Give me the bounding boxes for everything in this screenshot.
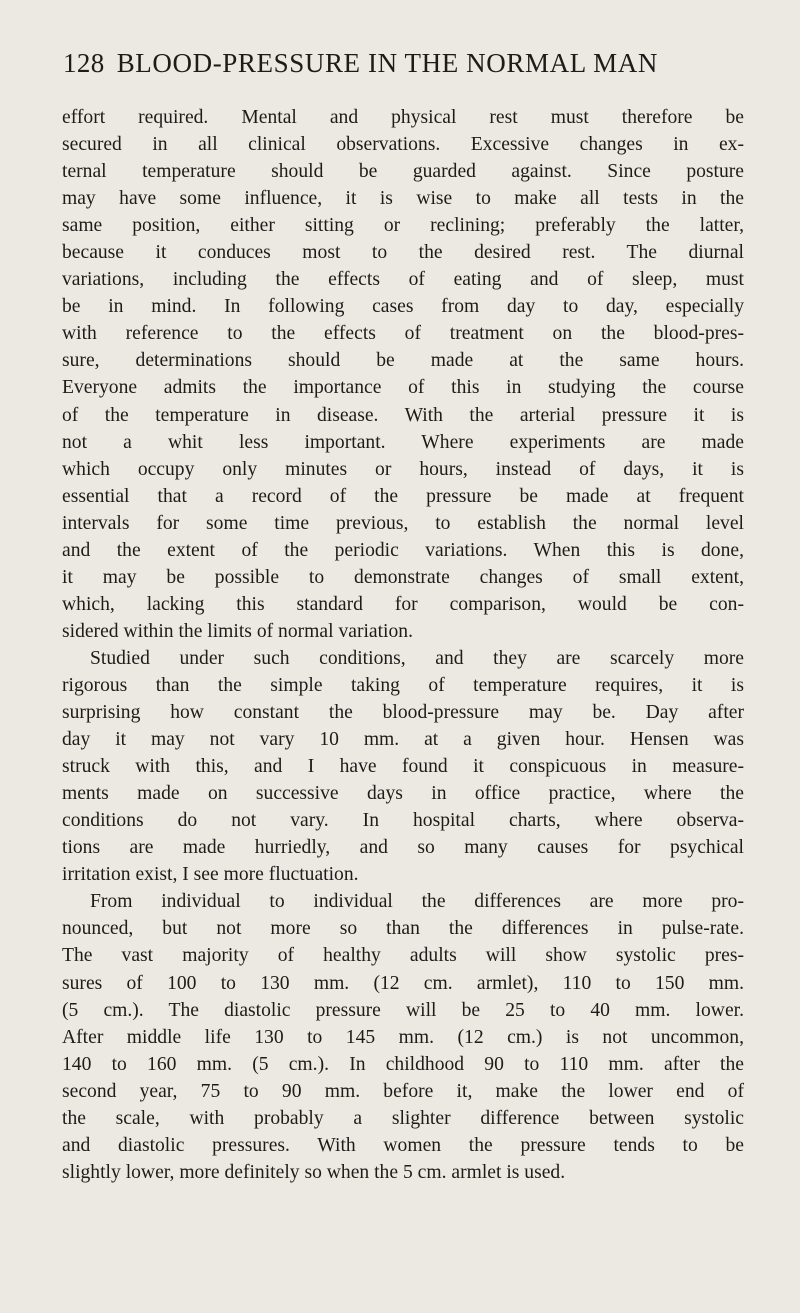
text-line: effort required. Mental and physical rest must therefore be: [62, 107, 744, 128]
text-line: sures of 100 to 130 mm. (12 cm. armlet), 110 to 150 mm.: [62, 972, 744, 994]
text-line: secured in all clinical observations. Excessive changes in ex-: [62, 134, 744, 156]
text-line: the scale, with probably a slighter difference between systolic: [62, 1107, 744, 1129]
text-line: of the temperature in disease. With the arterial pressure it is: [62, 404, 744, 426]
text-line: From individual to individual the differences are more pro-: [90, 891, 744, 913]
paragraph-1: [62, 104, 744, 645]
text-line: irritation exist, I see more fluctuation.: [62, 864, 359, 886]
text-line: same position, either sitting or reclining; preferably the latter,: [62, 215, 744, 237]
text-line: sidered within the limits of normal variation.: [62, 620, 413, 642]
text-line: variations, including the effects of eating and of sleep, must: [62, 269, 744, 291]
page-number: 128: [63, 48, 105, 78]
text-line: (5 cm.). The diastolic pressure will be 25 to 40 mm. lower.: [62, 999, 744, 1021]
text-line: ments made on successive days in office practice, where the: [62, 783, 744, 805]
running-head: BLOOD-PRESSURE IN THE NORMAL MAN: [116, 48, 658, 78]
text-line: sure, determinations should be made at the same hours.: [62, 350, 744, 372]
text-line: nounced, but not more so than the differences in pulse-rate.: [62, 918, 744, 940]
text-line: conditions do not vary. In hospital charts, where observa-: [62, 810, 744, 832]
text-line: rigorous than the simple taking of temperature requires, it is: [62, 674, 744, 696]
paragraph-3: [62, 888, 744, 1186]
text-line: intervals for some time previous, to establish the normal level: [62, 512, 744, 534]
text-line: which occupy only minutes or hours, instead of days, it is: [62, 458, 744, 480]
text-line: tions are made hurriedly, and so many causes for psychical: [62, 837, 744, 859]
text-line: not a whit less important. Where experiments are made: [62, 431, 744, 453]
text-line: be in mind. In following cases from day to day, especially: [62, 296, 744, 318]
text-line: struck with this, and I have found it conspicuous in measure-: [62, 756, 744, 778]
text-line: day it may not vary 10 mm. at a given hour. Hensen was: [62, 729, 744, 751]
text-line: and diastolic pressures. With women the pressure tends to be: [62, 1134, 744, 1156]
text-line: which, lacking this standard for comparison, would be con-: [62, 593, 744, 615]
text-line: surprising how constant the blood-pressure may be. Day after: [62, 702, 744, 724]
text-line: with reference to the effects of treatment on the blood-pres-: [62, 323, 744, 345]
text-line: 140 to 160 mm. (5 cm.). In childhood 90 to 110 mm. after the: [62, 1053, 744, 1075]
paragraph-2: [62, 645, 744, 888]
text-line: ternal temperature should be guarded against. Since posture: [62, 161, 744, 183]
text-line: it may be possible to demonstrate changes of small extent,: [62, 566, 744, 588]
text-line: essential that a record of the pressure be made at frequent: [62, 485, 744, 507]
text-line: second year, 75 to 90 mm. before it, make the lower end of: [62, 1080, 744, 1102]
body-text: [62, 104, 744, 1186]
page-header: [63, 48, 743, 88]
text-line: The vast majority of healthy adults will show systolic pres-: [62, 945, 744, 967]
text-line: slightly lower, more definitely so when the 5 cm. armlet is used.: [62, 1161, 566, 1183]
text-line: Studied under such conditions, and they are scarcely more: [90, 647, 744, 669]
text-line: may have some influence, it is wise to make all tests in the: [62, 188, 744, 210]
text-line: because it conduces most to the desired rest. The diurnal: [62, 242, 744, 264]
text-line: After middle life 130 to 145 mm. (12 cm.) is not uncommon,: [62, 1026, 744, 1048]
text-line: Everyone admits the importance of this in studying the course: [62, 377, 744, 399]
text-line: and the extent of the periodic variations. When this is done,: [62, 539, 744, 561]
